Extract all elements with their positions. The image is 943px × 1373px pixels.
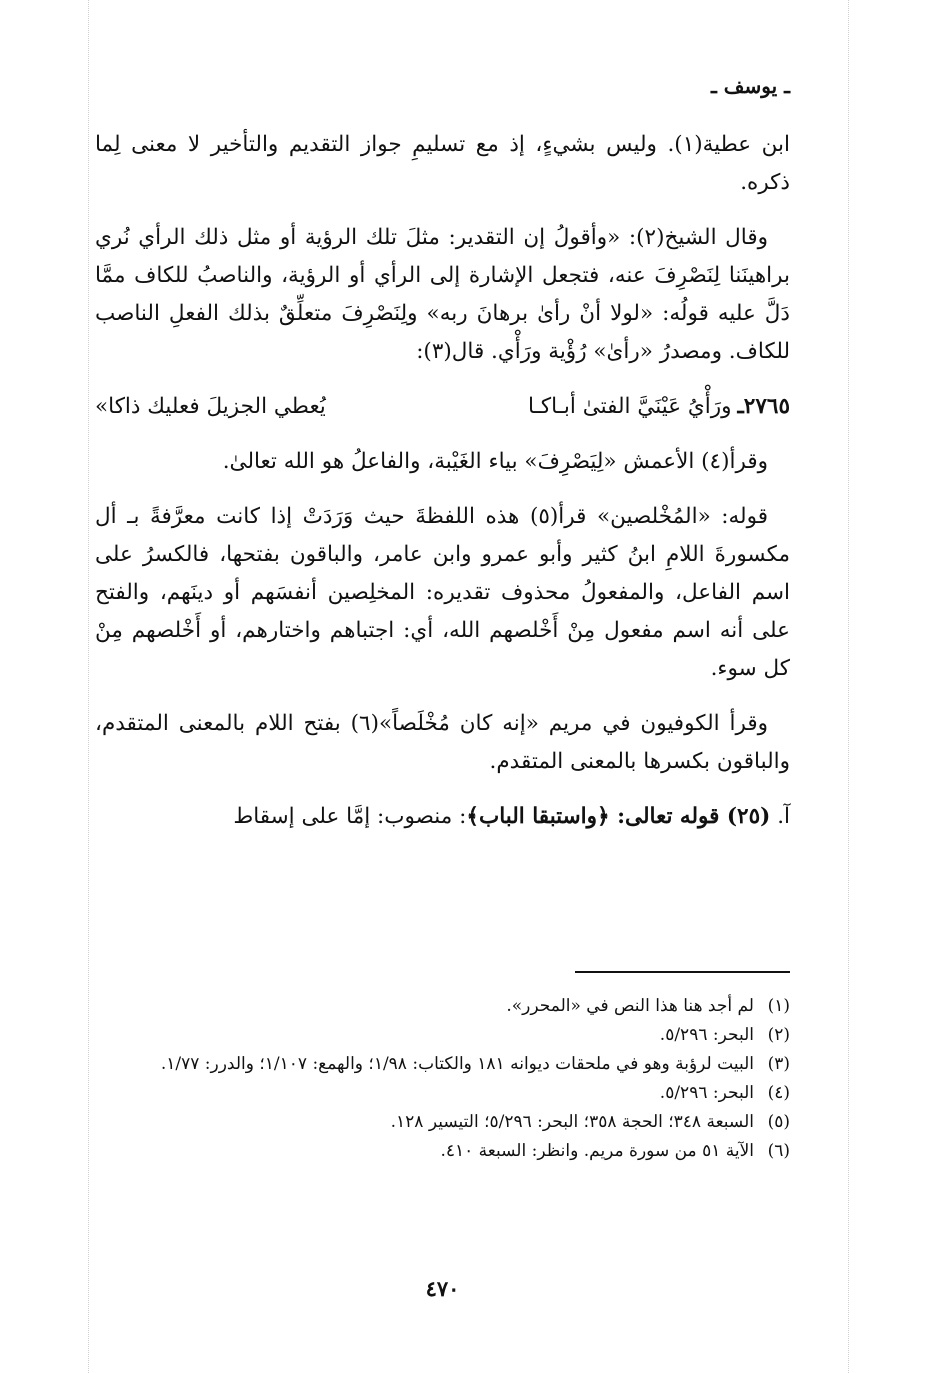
footnote bbox=[95, 1021, 790, 1050]
footnote-text: الآية ٥١ من سورة مريم. وانظر: السبعة ٤١٠. bbox=[440, 1141, 754, 1161]
footnote-number: (١) bbox=[767, 996, 790, 1016]
footnote-number: (٢) bbox=[767, 1025, 790, 1045]
verse-comment: : منصوب: إمَّا على إسقاط bbox=[233, 804, 467, 829]
footnote-number: (٤) bbox=[767, 1083, 790, 1103]
footnotes bbox=[95, 992, 790, 1166]
footnote-text: البيت لرؤبة وهو في ملحقات ديوانه ١٨١ والكتاب: ١/٩٨؛ والهمع: ١/١٠٧؛ والدرر: ١/٧٧. bbox=[160, 1054, 754, 1074]
footnote bbox=[95, 1050, 790, 1079]
footnote-separator bbox=[575, 971, 790, 973]
margin-guide-right bbox=[848, 0, 849, 1373]
footnote-number: (٣) bbox=[767, 1054, 790, 1074]
page-number: ٤٧٠ bbox=[425, 1276, 460, 1301]
footnote bbox=[95, 1137, 790, 1166]
footnote-text: البحر: ٥/٢٩٦. bbox=[659, 1025, 754, 1045]
verse-quote: (٢٥) قوله تعالى: ﴿واستبقا الباب﴾ bbox=[466, 804, 771, 829]
paragraph: قوله: «المُخْلصين» قرأ(٥) هذه اللفظةَ حيث وَرَدَتْ إذا كانت معرَّفةً بـ أل مكسورةَ اللامِ ابنُ كثير وأبو عمرو وابن عامر، والباقون بفتحها، فالكسرُ على اسم الفاعل، والمفعولُ محذوف تقديره: المخلِصين أنفسَهم أو دينَهم، والفتح على أنه اسم مفعول مِنْ أَخْلصهم الله، أي: اجتباهم واختارهم، أو أَخْلصهم مِنْ كل سوء. bbox=[95, 504, 790, 681]
paragraph: وقرأ الكوفيون في مريم «إنه كان مُخْلَصاً»(٦) بفتح اللام بالمعنى المتقدم، والباقون بكسرها بالمعنى المتقدم. bbox=[95, 711, 790, 774]
footnote-text: السبعة ٣٤٨؛ الحجة ٣٥٨؛ البحر: ٥/٢٩٦؛ التيسير ١٢٨. bbox=[390, 1112, 754, 1132]
footnote bbox=[95, 1079, 790, 1108]
poetry-verse bbox=[95, 388, 790, 426]
paragraph: وقرأ(٤) الأعمش «لِيَصْرِفَ» بياء الغَيْبة، والفاعلُ هو الله تعالىٰ. bbox=[222, 449, 768, 474]
book-page bbox=[95, 0, 790, 1373]
footnote bbox=[95, 1108, 790, 1137]
footnote bbox=[95, 992, 790, 1021]
verse-hemistich-first: ورَأْيُ عَيْنَيَّ الفتىٰ أبـاكـا bbox=[527, 394, 732, 419]
footnote-number: (٦) bbox=[767, 1141, 790, 1161]
running-head: ـ يوسف ـ bbox=[710, 74, 790, 98]
verse-hemistich-second: يُعطي الجزيلَ فعليك ذاكا» bbox=[94, 394, 326, 419]
main-text bbox=[95, 126, 790, 853]
paragraph: ابن عطية(١). وليس بشيءٍ، إذ مع تسليمِ جواز التقديم والتأخير لا معنى لِما ذكره. bbox=[95, 132, 791, 195]
margin-guide-left bbox=[88, 0, 89, 1373]
paragraph-verse-heading bbox=[95, 798, 790, 836]
footnote-text: لم أجد هنا هذا النص في «المحرر». bbox=[506, 996, 754, 1016]
verse-number: ٢٧٦٥ـ bbox=[737, 394, 790, 419]
footnote-text: البحر: ٥/٢٩٦. bbox=[659, 1083, 754, 1103]
verse-marker: آ. bbox=[777, 804, 790, 829]
paragraph: وقال الشيخ(٢): «وأقولُ إن التقدير: مثلَ تلك الرؤية أو مثل ذلك الرأي نُري براهينَنا لِنَصْرِفَ عنه، فتجعل الإشارة إلى الرأي أو الرؤية، والناصبُ للكاف ممَّا دَلَّ عليه قولُه: «لولا أنْ رأىٰ برهانَ ربه» ولِنَصْرِفَ متعلِّقٌ بذلك الفعلِ الناصب للكاف. ومصدرُ «رأىٰ» رُؤْية ورَأْي. قال(٣): bbox=[95, 225, 790, 364]
footnote-number: (٥) bbox=[767, 1112, 790, 1132]
